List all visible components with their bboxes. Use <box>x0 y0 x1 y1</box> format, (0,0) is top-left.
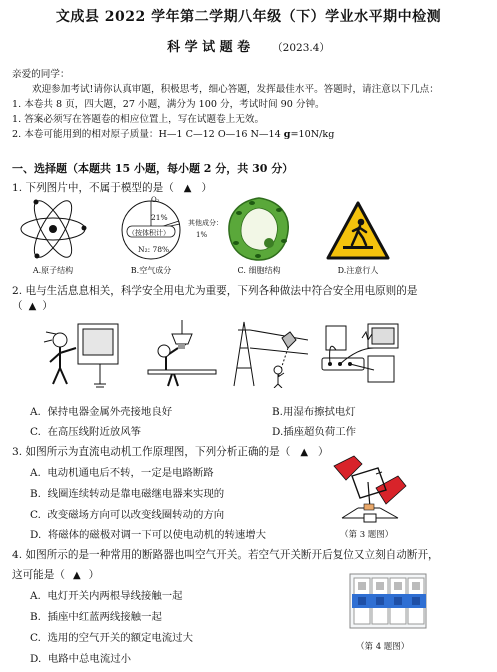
q1-caption-c: C. 细胞结构 <box>237 266 281 275</box>
pedestrian-warning-sign-image <box>325 200 391 262</box>
q3-option-b[interactable] <box>30 485 224 500</box>
q3-stem-close: ） <box>318 446 329 458</box>
q3-option-a-text: 电动机通电后不转，一定是电路断路 <box>47 467 214 479</box>
q3-option-c[interactable] <box>30 506 224 521</box>
pie-label-basis: （按体积计） <box>128 229 170 237</box>
q4-figure-caption: （第 4 题图） <box>356 642 410 652</box>
q4-option-a-text: 电灯开关内两根导线接触一起 <box>47 590 183 602</box>
wet-cloth-lamp-image <box>142 318 222 388</box>
q3-option-a-letter: A. <box>30 467 41 479</box>
exam-date: （2023.4） <box>272 42 330 54</box>
pie-label-n2: N₂: 78% <box>138 245 170 254</box>
q4-option-d[interactable] <box>30 650 131 665</box>
q4-option-b-letter: B. <box>30 611 41 623</box>
q3-option-b-letter: B. <box>30 488 41 500</box>
q3-stem-text: 3. 如图所示为直流电动机工作原理图，下列分析正确的是（ <box>12 446 291 458</box>
kite-near-power-line-image <box>224 318 308 388</box>
exam-subtitle <box>0 36 497 55</box>
q1-caption-d: D.注意行人 <box>337 266 379 275</box>
q3-option-d-letter: D. <box>30 529 42 541</box>
notice-item-3 <box>12 126 334 140</box>
dc-motor-diagram-image <box>328 452 410 524</box>
atom-structure-image <box>18 197 88 261</box>
answer-blank-icon: ▲ <box>183 183 192 194</box>
q3-option-d-text: 将磁体的磁极对调一下可以使电动机的转速增大 <box>47 529 267 541</box>
q2-stem-line2 <box>12 298 53 313</box>
notice-greeting: 亲爱的同学： <box>12 69 70 80</box>
pie-label-1pct: 1% <box>196 231 208 239</box>
q4-option-c-text: 选用的空气开关的额定电流过大 <box>47 632 193 644</box>
q4-option-a[interactable] <box>30 587 183 602</box>
exam-title: 文成县 2022 学年第二学期八年级（下）学业水平期中检测 <box>55 9 442 25</box>
q2-open: （ <box>12 300 23 312</box>
q2-option-d-text: 插座超负荷工作 <box>283 426 356 438</box>
appliance-grounding-image <box>40 318 126 388</box>
q4-stem-line2-text: 这可能是（ <box>12 569 65 581</box>
q2-option-b-text: 用湿布擦拭电灯 <box>282 406 356 418</box>
q2-option-c-letter: C. <box>30 426 41 438</box>
q4-option-d-text: 电路中总电流过小 <box>47 653 131 665</box>
q4-option-a-letter: A. <box>30 590 41 602</box>
answer-blank-icon: ▲ <box>72 570 81 581</box>
pie-label-other: 其他成分： <box>188 219 223 227</box>
q1-stem-close: ） <box>201 182 213 194</box>
notice-g-symbol: g <box>283 129 291 140</box>
notice-item-3-text: 2. 本卷可能用到的相对原子质量：H—1 C—12 O—16 N—14 <box>12 129 281 140</box>
circuit-breaker-image <box>346 570 430 632</box>
notice-intro: 欢迎参加考试!请你认真审题，积极思考，细心答题，发挥最佳水平。答题时，请注意以下几点： <box>32 84 439 95</box>
q3-figure-caption: （第 3 题图） <box>340 530 394 540</box>
q2-option-c-text: 在高压线附近放风筝 <box>47 426 142 438</box>
q2-option-a-letter: A. <box>30 406 41 418</box>
notice-g-value: =10N/kg <box>290 129 335 140</box>
q4-option-c[interactable] <box>30 629 193 644</box>
q1-stem-text: 1. 下列图片中，不属于模型的是（ <box>12 182 174 194</box>
q3-option-b-text: 线圈连续转动是靠电磁继电器来实现的 <box>47 488 225 500</box>
notice-item-2: 1. 答案必须写在答题卷的相应位置上，写在试题卷上无效。 <box>12 114 265 125</box>
q3-option-c-letter: C. <box>30 509 41 521</box>
subtitle-text: 科 学 试 题 卷 <box>167 40 251 55</box>
q2-option-a-text: 保持电器金属外壳接地良好 <box>47 406 173 418</box>
q1-caption-b: B.空气成分 <box>130 266 172 275</box>
cell-structure-image <box>222 195 296 263</box>
q4-option-c-letter: C. <box>30 632 41 644</box>
q3-option-d[interactable] <box>30 526 266 541</box>
q3-option-c-text: 改变磁场方向可以改变线圈转动的方向 <box>47 509 225 521</box>
q4-option-d-letter: D. <box>30 653 42 665</box>
q3-option-a[interactable] <box>30 464 214 479</box>
q2-option-a[interactable] <box>30 403 172 418</box>
q2-close: ） <box>42 300 53 312</box>
q4-stem-line2 <box>12 567 99 582</box>
q4-option-b[interactable] <box>30 608 162 623</box>
q1-stem <box>12 180 212 195</box>
q2-option-b[interactable] <box>272 403 356 418</box>
notice-item-1: 1. 本卷共 8 页，四大题，27 小题，满分为 100 分，考试时间 90 分钟。 <box>12 99 325 110</box>
q2-option-d[interactable] <box>272 423 356 438</box>
answer-blank-icon: ▲ <box>28 301 37 312</box>
pie-label-21pct: 21% <box>151 213 168 222</box>
q2-option-d-letter: D. <box>272 426 284 438</box>
q4-option-b-text: 插座中红蓝两线接触一起 <box>47 611 162 623</box>
q4-close: ） <box>88 569 100 581</box>
q2-option-b-letter: B. <box>272 406 283 418</box>
q2-option-c[interactable] <box>30 423 141 438</box>
q1-caption-a: A.原子结构 <box>32 266 74 275</box>
q4-stem: 4. 如图所示的是一种常用的断路器也叫空气开关。若空气开关断开后复位又立刻自动断开， <box>12 549 439 561</box>
pie-label-o2: O₂ <box>151 196 160 204</box>
section-heading: 一、选择题（本题共 15 小题，每小题 2 分，共 30 分） <box>12 162 294 175</box>
overloaded-socket-image <box>318 318 404 388</box>
q2-stem: 2. 电与生活息息相关，科学安全用电尤为重要，下列各种做法中符合安全用电原则的是 <box>12 285 418 297</box>
answer-blank-icon: ▲ <box>300 447 309 458</box>
q3-stem <box>12 444 329 459</box>
